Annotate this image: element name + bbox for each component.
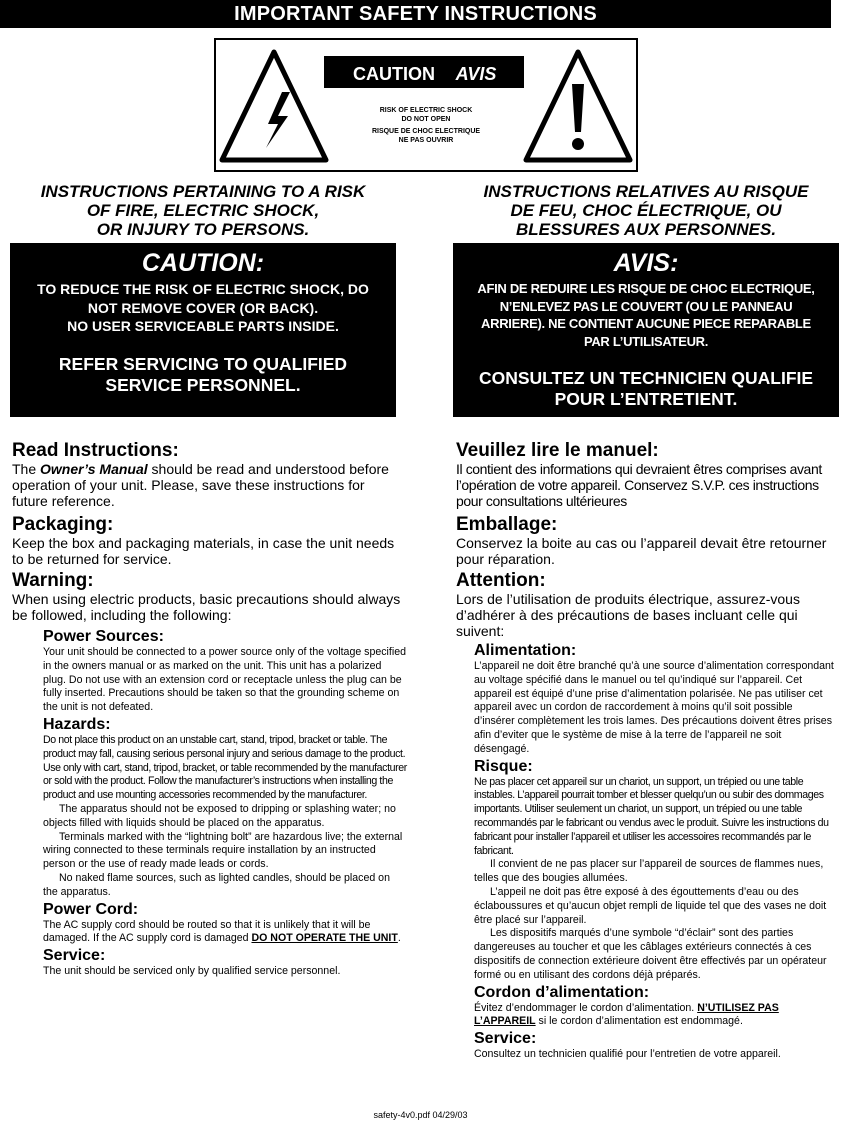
lire-manuel-heading: Veuillez lire le manuel: [456, 440, 659, 461]
graphic-line-4: NE PAS OUVRIR [398, 137, 454, 144]
french-headline: INSTRUCTIONS RELATIVES AU RISQUE DE FEU, CHOC ÉLECTRIQUE, OU BLESSURES AUX PERSONNES. [483, 182, 809, 239]
read-instructions-text: The Owner’s Manual should be read and understood before operation of your unit. Please, save these instructions for future reference. [12, 461, 389, 509]
power-cord-heading: Power Cord: [43, 900, 139, 918]
service-text: The unit should be serviced only by qualified service personnel. [43, 965, 341, 978]
caution-box-refer: REFER SERVICING TO QUALIFIED SERVICE PERSONNEL. [58, 353, 348, 395]
english-warning-column [10, 182, 396, 417]
cordon-text: Évitez d’endommager le cordon d’alimentation. N’UTILISEZ PAS L’APPAREIL si le cordon d’alimentation est endommagé. [474, 1001, 779, 1028]
exclamation-warning-icon [526, 52, 630, 160]
service-fr-text: Consultez un technicien qualifié pour l’entretien de votre appareil. [474, 1048, 781, 1061]
alimentation-heading: Alimentation: [474, 642, 577, 659]
avis-box-title: AVIS: [613, 249, 679, 277]
hazards-text-4: No naked flame sources, such as lighted candles, should be placed on the apparatus. [43, 871, 390, 898]
alimentation-text: L’appareil ne doit être branché qu’à une source d’alimentation correspondant au voltage spécifié dans le manuel ou tel qu’indiqué sur l’appareil. Cet appareil est équipé d’une prise d’alimentation polarisée. Ne pas utiliser cet appareil avec un cordon de raccordement à moins qu’il soit possible d’insérer complètement les trois lames. Des précautions doivent êtres prises afin d’eviter que le système de mise à la terre de l’appareil ne soit désengagé. [474, 660, 834, 755]
avis-box-body: AFIN DE REDUIRE LES RISQUE DE CHOC ELECTRIQUE, N’ENLEVEZ PAS LE COUVERT (OU LE PANNEAU ARRIERE). NE CONTIENT AUCUNE PIECE REPARABLE PAR L’UTILISATEUR. [477, 281, 815, 349]
cordon-heading: Cordon d’alimentation: [474, 983, 650, 1001]
hazards-text-3: Terminals marked with the “lightning bolt” are hazardous live; the external wiring connected to these terminals require installation by an instructed person or the use of ready made leads or cords. [43, 830, 403, 871]
hazards-heading: Hazards: [43, 715, 111, 733]
caution-box-body: TO REDUCE THE RISK OF ELECTRIC SHOCK, DO NOT REMOVE COVER (OR BACK). NO USER SERVICEABLE PARTS INSIDE. [37, 281, 369, 334]
french-warning-column [453, 182, 839, 417]
risque-text-3: L’appeil ne doit pas être exposé à des égouttements d’eau ou des éclaboussures et qu’aucun objet rempli de liquide tel que des vases ne doit être placé sur l’appareil. [474, 885, 827, 926]
document-footer: safety-4v0.pdf 04/29/03 [373, 1110, 468, 1120]
power-sources-text: Your unit should be connected to a power source only of the voltage specified in the owners manual or as marked on the unit. This unit has a polarized plug. Do not use with an extension cord or receptacle unless the plug can be fully inserted. Precautions should be taken so that the grounding scheme on the unit is not defeated. [43, 646, 406, 714]
power-sources-heading: Power Sources: [43, 628, 164, 645]
packaging-heading: Packaging: [12, 514, 114, 535]
risque-text-1: Ne pas placer cet appareil sur un chariot, un support, un trépied ou une table instables. L’appareil pourrait tomber et blesser quelqu’un ou subir des dommages importants. Utiliser seulement un chariot, un support, un trépied ou une table recommandés par le fabricant ou vendus avec le produit. Suivre les instructions du fabricant pour installer l’appareil et utiliser les accessoires recommandés par le fabricant. [474, 775, 829, 857]
french-instructions [456, 441, 841, 1062]
electric-shock-warning-icon [222, 52, 326, 160]
graphic-line-2: DO NOT OPEN [401, 116, 451, 123]
caution-label-graphic [214, 38, 638, 172]
avis-word: AVIS [455, 64, 497, 84]
attention-heading: Attention: [456, 570, 546, 591]
risque-text-4: Les dispositifs marqués d’une symbole “d’éclair” sont des parties dangereuses au toucher et que les câblages extérieurs connectés à ces dispositifs de connection extérieure doivent être effectivés par un opérateur formé ou en utilisant des cordons déjà préparés. [474, 927, 827, 981]
service-heading: Service: [43, 947, 106, 965]
attention-text: Lors de l’utilisation de produits électrique, assurez-vous d’adhérer à des précautions de bases incluant celle qui suivent: [456, 591, 800, 639]
avis-box [453, 243, 839, 417]
packaging-text: Keep the box and packaging materials, in case the unit needs to be returned for service. [12, 535, 395, 567]
caution-word: CAUTION [353, 64, 435, 84]
warning-heading: Warning: [12, 570, 94, 591]
graphic-line-1: RISK OF ELECTRIC SHOCK [379, 107, 473, 114]
emballage-heading: Emballage: [456, 514, 558, 535]
risque-heading: Risque: [474, 757, 533, 775]
lire-manuel-text: Il contient des informations qui devraient êtres comprises avant l’opération de votre appareil. Conservez S.V.P. ces instructions pour consultations ultérieures [456, 461, 822, 509]
english-headline: INSTRUCTIONS PERTAINING TO A RISK OF FIRE, ELECTRIC SHOCK, OR INJURY TO PERSONS. [40, 182, 366, 239]
emballage-text: Conservez la boite au cas ou l’appareil devait être retourner pour réparation. [456, 535, 827, 567]
read-instructions-heading: Read Instructions: [12, 440, 179, 461]
warning-text: When using electric products, basic precautions should always be followed, including the following: [12, 591, 401, 623]
risque-text-2: Il convient de ne pas placer sur l’appareil de sources de flammes nues, telles que des bougies allumées. [474, 858, 824, 885]
hazards-text-2: The apparatus should not be exposed to dripping or splashing water; no objects filled with liquids should be placed on the apparatus. [43, 802, 396, 829]
power-cord-text: The AC supply cord should be routed so that it is unlikely that it will be damaged. If the AC supply cord is damaged DO NOT OPERATE THE UNIT. [43, 918, 401, 945]
graphic-line-3: RISQUE DE CHOC ELECTRIQUE [371, 128, 481, 135]
page-title: IMPORTANT SAFETY INSTRUCTIONS [0, 0, 831, 28]
avis-box-refer: CONSULTEZ UN TECHNICIEN QUALIFIE POUR L’ENTRETIENT. [478, 368, 814, 409]
english-instructions [12, 440, 407, 979]
caution-box-title: CAUTION: [141, 249, 265, 277]
caution-box [10, 243, 396, 417]
service-fr-heading: Service: [474, 1030, 537, 1048]
hazards-text-1: Do not place this product on an unstable cart, stand, tripod, bracket or table. The product may fall, causing serious personal injury and serious damage to the product. Use only with cart, stand, tripod, bracket, or table recommended by the manufacturer or sold with the product. Follow the manufacturer’s instructions when installing the product and use mounting accessories recommended by the manufacturer. [43, 733, 407, 802]
